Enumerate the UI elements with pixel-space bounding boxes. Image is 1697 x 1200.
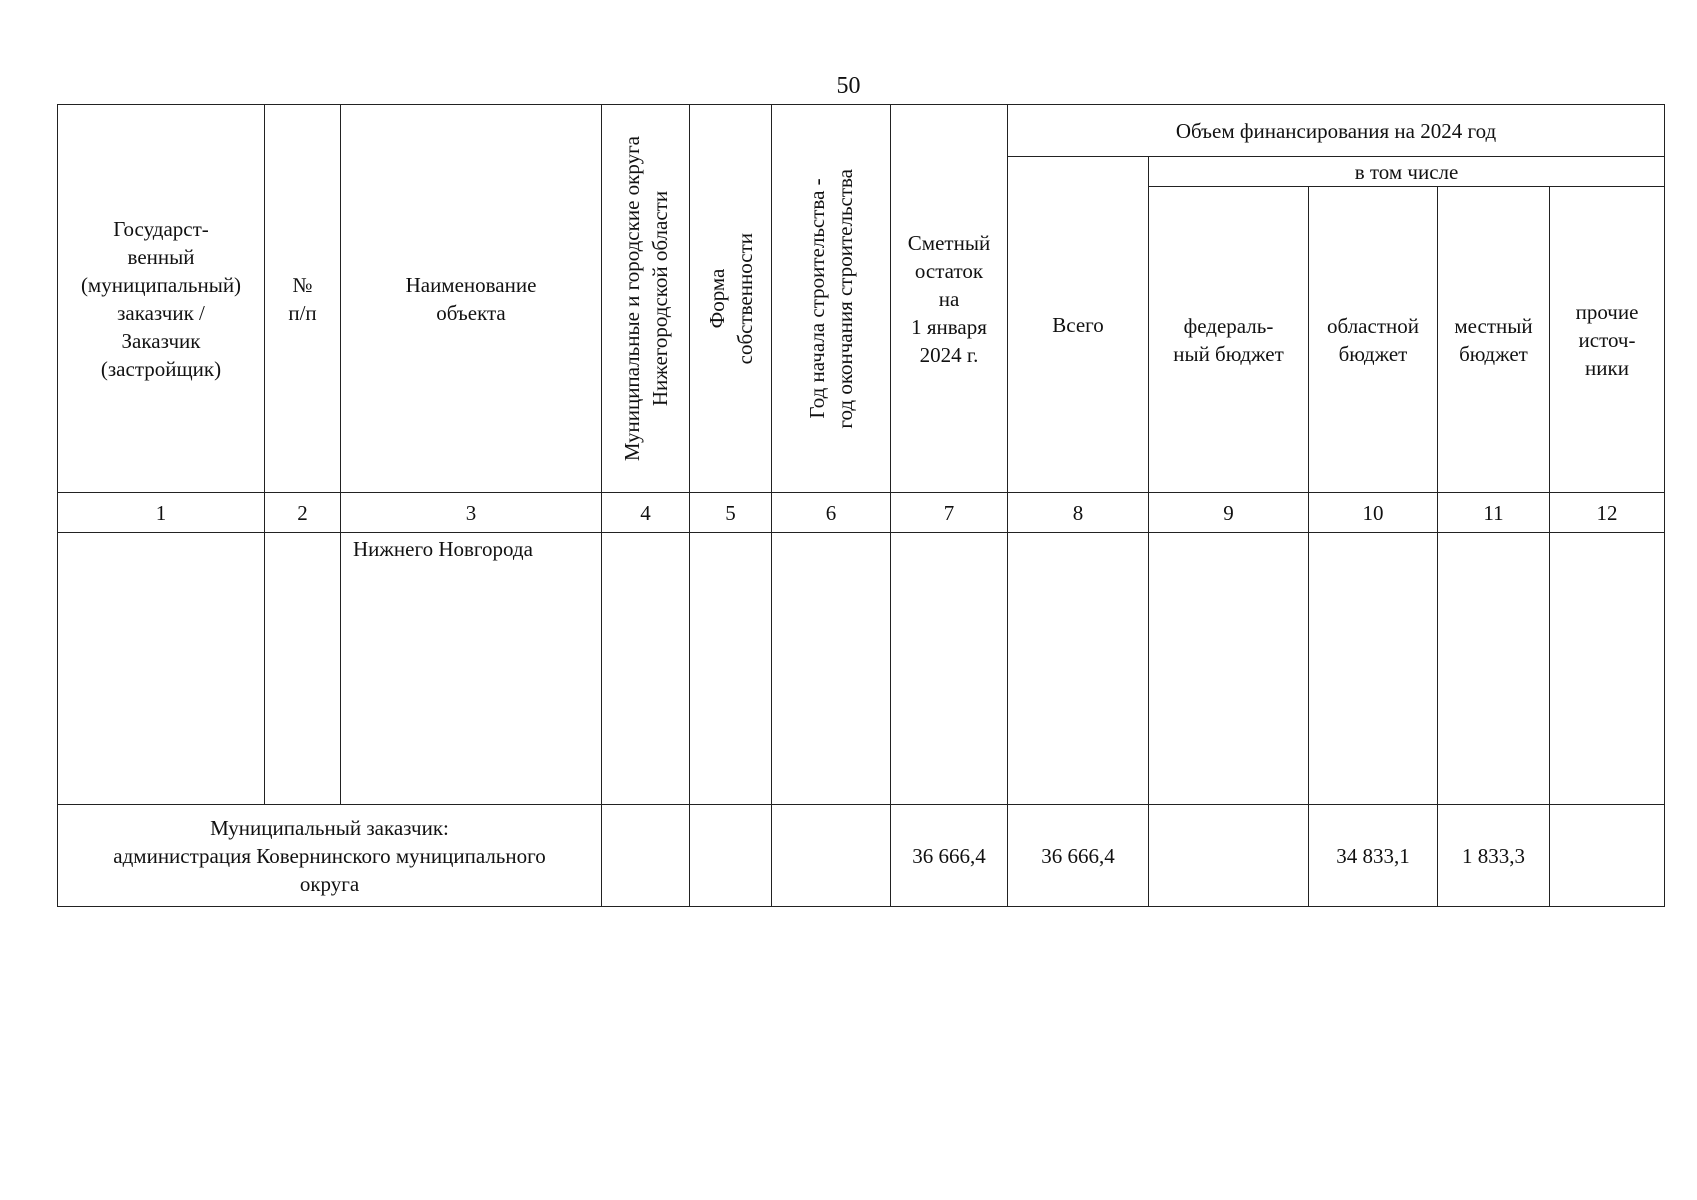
- header-object-name: Наименование объекта: [341, 105, 602, 493]
- header-ownership: Форма собственности: [690, 105, 772, 493]
- funding-table: [57, 104, 1665, 907]
- cell-empty: [690, 805, 772, 907]
- cell-empty: [891, 533, 1008, 805]
- header-other: прочие источ- ники: [1550, 187, 1665, 493]
- table-row-summary: [58, 805, 1665, 907]
- column-number: 10: [1309, 493, 1438, 533]
- cell-empty: [602, 533, 690, 805]
- cell-empty: [1438, 533, 1550, 805]
- page-number: 50: [836, 73, 861, 99]
- cell-empty: [690, 533, 772, 805]
- header-estimate-balance: Сметный остаток на 1 января 2024 г.: [891, 105, 1008, 493]
- cell-empty: [1008, 533, 1149, 805]
- header-regional: областной бюджет: [1309, 187, 1438, 493]
- column-number: 9: [1149, 493, 1309, 533]
- summary-federal: [1149, 805, 1309, 907]
- summary-regional: 34 833,1: [1309, 805, 1438, 907]
- summary-estimate-balance: 36 666,4: [891, 805, 1008, 907]
- summary-customer: Муниципальный заказчик: администрация Ковернинского муниципального округа: [58, 805, 602, 907]
- header-funding-group: Объем финансирования на 2024 год: [1008, 105, 1665, 157]
- cell-empty: [265, 533, 341, 805]
- header-municipality: Муниципальные и городские округа Нижегородской области: [602, 105, 690, 493]
- cell-empty: [1309, 533, 1438, 805]
- column-number-row: [58, 493, 1665, 533]
- cell-empty: [772, 805, 891, 907]
- header-construction-years: Год начала строительства - год окончания строительства: [772, 105, 891, 493]
- summary-total: 36 666,4: [1008, 805, 1149, 907]
- header-customer: Государст- венный (муниципальный) заказчик / Заказчик (застройщик): [58, 105, 265, 493]
- cell-empty: [602, 805, 690, 907]
- column-number: 5: [690, 493, 772, 533]
- column-number: 11: [1438, 493, 1550, 533]
- column-number: 6: [772, 493, 891, 533]
- object-name-cell: Нижнего Новгорода: [341, 533, 602, 805]
- column-number: 1: [58, 493, 265, 533]
- header-including: в том числе: [1149, 157, 1665, 187]
- header-number: № п/п: [265, 105, 341, 493]
- column-number: 2: [265, 493, 341, 533]
- cell-empty: [772, 533, 891, 805]
- column-number: 4: [602, 493, 690, 533]
- column-number: 3: [341, 493, 602, 533]
- summary-local: 1 833,3: [1438, 805, 1550, 907]
- summary-other: [1550, 805, 1665, 907]
- cell-empty: [1149, 533, 1309, 805]
- header-row-1: [58, 105, 1665, 157]
- header-federal: федераль- ный бюджет: [1149, 187, 1309, 493]
- header-local: местный бюджет: [1438, 187, 1550, 493]
- header-total: Всего: [1008, 157, 1149, 493]
- table-row-continuation: [58, 533, 1665, 805]
- cell-empty: [58, 533, 265, 805]
- column-number: 12: [1550, 493, 1665, 533]
- column-number: 8: [1008, 493, 1149, 533]
- cell-empty: [1550, 533, 1665, 805]
- column-number: 7: [891, 493, 1008, 533]
